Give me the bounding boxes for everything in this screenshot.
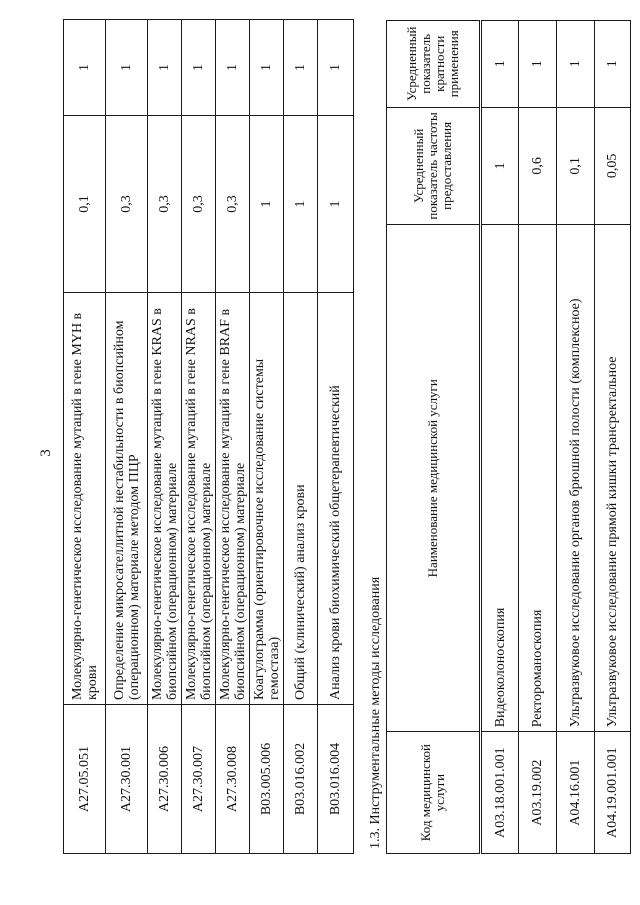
service-name: Коагулограмма (ориентировочное исследование системы гемостаза) [250, 293, 284, 705]
multiplicity-value: 1 [318, 20, 354, 116]
table-row [318, 20, 354, 854]
service-code: B03.016.004 [318, 705, 354, 854]
table-row [250, 20, 284, 854]
instrumental-methods-table [368, 20, 631, 854]
multiplicity-value: 1 [481, 21, 519, 108]
multiplicity-value: 1 [519, 21, 557, 108]
multiplicity-value: 1 [64, 20, 106, 116]
frequency-value: 0,3 [148, 116, 182, 293]
service-name: Ультразвуковое исследование прямой кишки трансректальное [595, 225, 631, 732]
frequency-value: 1 [481, 107, 519, 225]
service-name: Анализ крови биохимический общетерапевтический [318, 293, 354, 705]
service-name: Молекулярно-генетическое исследование мутаций в гене MYH в крови [64, 293, 106, 705]
service-name: Ректороманоскопия [519, 225, 557, 732]
frequency-value: 0,1 [64, 116, 106, 293]
header-code: Код медицинской услуги [387, 732, 481, 854]
service-code: B03.005.006 [250, 705, 284, 854]
table-row [216, 20, 250, 854]
service-code: A27.05.051 [64, 705, 106, 854]
service-name: Ультразвуковое исследование органов брюшной полости (комплексное) [557, 225, 595, 732]
frequency-value: 0,3 [182, 116, 216, 293]
lab-services-table [63, 19, 354, 854]
multiplicity-value: 1 [284, 20, 318, 116]
frequency-value: 1 [318, 116, 354, 293]
multiplicity-value: 1 [557, 21, 595, 108]
service-name: Видеоколоноскопия [481, 225, 519, 732]
service-code: A04.19.001.001 [595, 732, 631, 854]
frequency-value: 0,3 [106, 116, 148, 293]
table-row [182, 20, 216, 854]
service-name: Общий (клинический) анализ крови [284, 293, 318, 705]
multiplicity-value: 1 [216, 20, 250, 116]
frequency-value: 1 [284, 116, 318, 293]
service-code: A27.30.007 [182, 705, 216, 854]
service-code: A04.16.001 [557, 732, 595, 854]
header-frequency: Усредненный показатель частоты предоставления [387, 107, 481, 225]
frequency-value: 0,3 [216, 116, 250, 293]
frequency-value: 1 [250, 116, 284, 293]
service-name: Молекулярно-генетическое исследование мутаций в гене NRAS в биопсийном (операционном) материале [182, 293, 216, 705]
multiplicity-value: 1 [182, 20, 216, 116]
service-name: Молекулярно-генетическое исследование мутаций в гене BRAF в биопсийном (операционном) материале [216, 293, 250, 705]
service-name: Определение микросателлитной нестабильности в биопсийном (операционном) материале методом ПЦР [106, 293, 148, 705]
table-row [106, 20, 148, 854]
service-code: A03.19.002 [519, 732, 557, 854]
service-code: A27.30.001 [106, 705, 148, 854]
multiplicity-value: 1 [106, 20, 148, 116]
frequency-value: 0,1 [557, 107, 595, 225]
multiplicity-value: 1 [250, 20, 284, 116]
table-row [595, 21, 631, 854]
table-row [481, 21, 519, 854]
table-row [64, 20, 106, 854]
service-code: B03.016.002 [284, 705, 318, 854]
table-row [148, 20, 182, 854]
service-code: A27.30.008 [216, 705, 250, 854]
header-name: Наименование медицинской услуги [387, 225, 481, 732]
table-row [557, 21, 595, 854]
table-header-row [387, 21, 481, 854]
header-multiplicity: Усредненный показатель кратности применения [387, 21, 481, 108]
table-row [284, 20, 318, 854]
section-title: 1.3. Инструментальные методы исследования [368, 576, 383, 849]
multiplicity-value: 1 [595, 21, 631, 108]
service-code: A03.18.001.001 [481, 732, 519, 854]
frequency-value: 0,6 [519, 107, 557, 225]
multiplicity-value: 1 [148, 20, 182, 116]
frequency-value: 0,05 [595, 107, 631, 225]
page-number: 3 [38, 449, 54, 457]
service-code: A27.30.006 [148, 705, 182, 854]
table-row [519, 21, 557, 854]
service-name: Молекулярно-генетическое исследование мутаций в гене KRAS в биопсийном (операционном) материале [148, 293, 182, 705]
